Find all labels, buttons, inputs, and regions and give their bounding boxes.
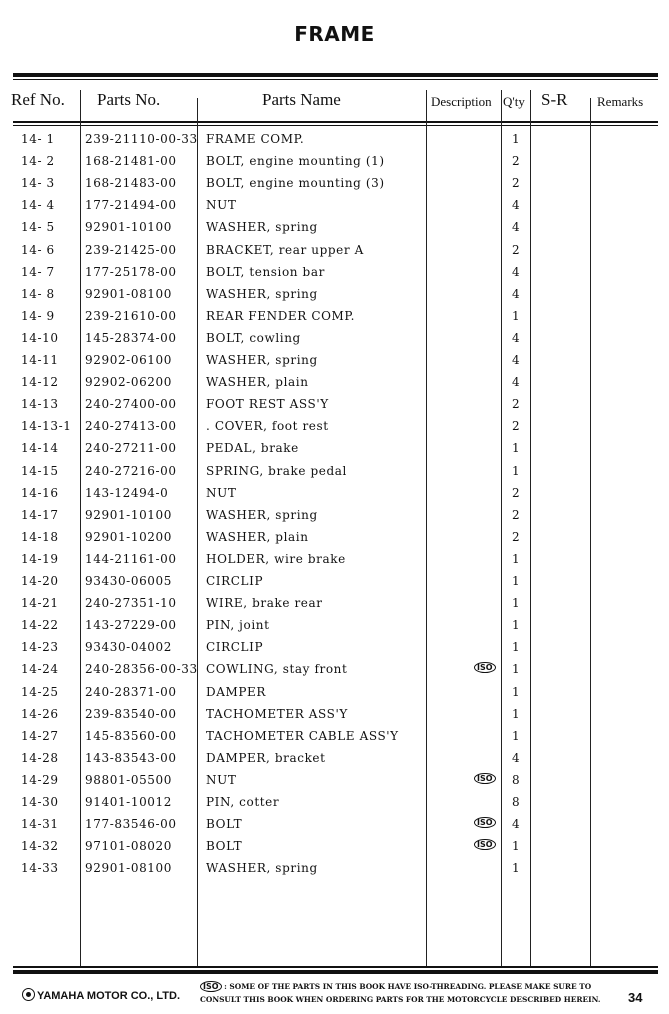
qty-cell: 1 [512, 463, 521, 478]
parts-name-cell: BOLT, tension bar [206, 264, 325, 279]
qty-cell: 1 [512, 684, 521, 699]
qty-cell: 1 [512, 618, 521, 633]
qty-cell: 2 [512, 529, 521, 544]
qty-cell: 1 [512, 308, 521, 323]
parts-no-cell: 239-83540-00 [85, 706, 177, 721]
table-row [0, 729, 669, 751]
parts-name-cell: FOOT REST ASS'Y [206, 397, 329, 412]
parts-name-cell: WASHER, spring [206, 220, 318, 235]
header-ref-no: Ref No. [11, 90, 65, 109]
table-row [0, 486, 669, 508]
parts-name-cell: CIRCLIP [206, 574, 264, 588]
parts-no-cell: 168-21481-00 [85, 154, 177, 169]
qty-cell: 4 [512, 330, 521, 345]
parts-name-cell: WASHER, plain [206, 529, 309, 544]
parts-no-cell: 92902-06200 [85, 375, 173, 390]
iso-badge-icon: ISO [474, 817, 496, 828]
qty-cell: 1 [512, 551, 521, 566]
table-row [0, 685, 669, 707]
ref-no-cell: 14-17 [21, 507, 59, 522]
header-qty: Q'ty [503, 94, 525, 109]
qty-cell: 2 [512, 507, 521, 522]
table-row [0, 552, 669, 574]
parts-name-cell: FRAME COMP. [206, 132, 305, 146]
parts-name-cell: BOLT, cowling [206, 330, 301, 345]
table-row [0, 574, 669, 596]
ref-no-cell: 14- 2 [21, 154, 55, 169]
table-row [0, 220, 669, 242]
parts-name-cell: DAMPER [206, 684, 267, 699]
parts-no-cell: 92901-10100 [85, 220, 173, 235]
ref-no-cell: 14-16 [21, 485, 59, 500]
qty-cell: 4 [512, 198, 521, 213]
header-top-thin-rule [13, 79, 658, 80]
parts-name-cell: NUT [206, 198, 237, 213]
parts-name-cell: SPRING, brake pedal [206, 463, 347, 478]
parts-name-cell: TACHOMETER CABLE ASS'Y [206, 728, 399, 743]
table-row [0, 331, 669, 353]
qty-cell: 2 [512, 176, 521, 191]
parts-no-cell: 92902-06100 [85, 353, 173, 367]
qty-cell: 4 [512, 817, 521, 832]
ref-no-cell: 14-20 [21, 574, 59, 588]
ref-no-cell: 14- 7 [21, 264, 55, 279]
iso-note-text-1: : SOME OF THE PARTS IN THIS BOOK HAVE ISO-THREADING. PLEASE MAKE SURE TO [224, 982, 592, 991]
parts-name-cell: WASHER, plain [206, 375, 309, 390]
parts-name-cell: PEDAL, brake [206, 441, 299, 456]
parts-no-cell: 145-28374-00 [85, 330, 177, 345]
table-row [0, 353, 669, 375]
ref-no-cell: 14-21 [21, 596, 59, 611]
ref-no-cell: 14-13 [21, 397, 59, 412]
page-number: 34 [628, 990, 643, 1005]
ref-no-cell: 14-12 [21, 375, 59, 390]
ref-no-cell: 14-33 [21, 861, 59, 876]
table-row [0, 265, 669, 287]
parts-name-cell: HOLDER, wire brake [206, 551, 346, 566]
table-row [0, 309, 669, 331]
qty-cell: 1 [512, 574, 521, 588]
table-row [0, 751, 669, 773]
ref-no-cell: 14-11 [21, 353, 59, 367]
parts-no-cell: 92901-08100 [85, 286, 173, 301]
parts-no-cell: 98801-05500 [85, 772, 173, 787]
qty-cell: 4 [512, 220, 521, 235]
table-row [0, 596, 669, 618]
ref-no-cell: 14-19 [21, 551, 59, 566]
ref-no-cell: 14- 8 [21, 286, 55, 301]
qty-cell: 1 [512, 662, 521, 677]
qty-cell: 4 [512, 750, 521, 765]
table-row [0, 419, 669, 441]
qty-cell: 1 [512, 706, 521, 721]
parts-no-cell: 168-21483-00 [85, 176, 177, 191]
footer-top-rule [13, 966, 658, 968]
parts-name-cell: BOLT [206, 817, 243, 832]
parts-no-cell: 93430-06005 [85, 574, 173, 588]
ref-no-cell: 14- 1 [21, 132, 55, 146]
table-row [0, 132, 669, 154]
iso-badge-icon: ISO [474, 662, 496, 673]
table-row [0, 287, 669, 309]
table-row [0, 662, 669, 684]
parts-no-cell: 239-21425-00 [85, 242, 177, 257]
table-row [0, 640, 669, 662]
ref-no-cell: 14-14 [21, 441, 59, 456]
iso-badge-icon: ISO [474, 773, 496, 784]
qty-cell: 1 [512, 640, 521, 655]
parts-name-cell: NUT [206, 485, 237, 500]
qty-cell: 1 [512, 839, 521, 854]
table-row [0, 773, 669, 795]
parts-no-cell: 239-21110-00-33 [85, 132, 198, 146]
ref-no-cell: 14-10 [21, 330, 59, 345]
ref-no-cell: 14-32 [21, 839, 59, 854]
ref-no-cell: 14- 6 [21, 242, 55, 257]
parts-no-cell: 143-27229-00 [85, 618, 177, 633]
header-bottom-rule [13, 121, 658, 123]
ref-no-cell: 14-18 [21, 529, 59, 544]
iso-badge-icon: ISO [474, 839, 496, 850]
iso-note [200, 980, 600, 1006]
parts-name-cell: REAR FENDER COMP. [206, 308, 356, 323]
table-row [0, 618, 669, 640]
parts-name-cell: . COVER, foot rest [206, 419, 329, 434]
iso-note-line-1 [200, 980, 600, 993]
parts-name-cell: BRACKET, rear upper A [206, 242, 364, 257]
parts-name-cell: BOLT, engine mounting (1) [206, 154, 385, 169]
ref-no-cell: 14- 4 [21, 198, 55, 213]
qty-cell: 2 [512, 485, 521, 500]
parts-no-cell: 240-27216-00 [85, 463, 177, 478]
ref-no-cell: 14- 3 [21, 176, 55, 191]
qty-cell: 2 [512, 154, 521, 169]
table-row [0, 530, 669, 552]
table-row [0, 198, 669, 220]
header-remarks: Remarks [597, 94, 644, 109]
table-row [0, 176, 669, 198]
qty-cell: 2 [512, 242, 521, 257]
parts-name-cell: CIRCLIP [206, 640, 264, 655]
ref-no-cell: 14-15 [21, 463, 59, 478]
company-logo [22, 988, 180, 1002]
parts-no-cell: 145-83560-00 [85, 728, 177, 743]
yamaha-logo-icon [22, 988, 35, 1001]
ref-no-cell: 14- 5 [21, 220, 55, 235]
qty-cell: 2 [512, 419, 521, 434]
parts-no-cell: 240-27211-00 [85, 441, 177, 456]
parts-name-cell: BOLT [206, 839, 243, 854]
parts-no-cell: 240-27351-10 [85, 596, 177, 611]
ref-no-cell: 14-30 [21, 795, 59, 809]
parts-no-cell: 240-27400-00 [85, 397, 177, 412]
table-row [0, 817, 669, 839]
ref-no-cell: 14-13-1 [21, 419, 72, 434]
parts-name-cell: TACHOMETER ASS'Y [206, 706, 348, 721]
header-sr: S-R [541, 90, 568, 109]
ref-no-cell: 14-22 [21, 618, 59, 633]
parts-name-cell: WIRE, brake rear [206, 596, 323, 611]
parts-no-cell: 240-27413-00 [85, 419, 177, 434]
company-name: YAMAHA MOTOR CO., LTD. [37, 990, 180, 1002]
table-row [0, 397, 669, 419]
parts-no-cell: 143-12494-0 [85, 485, 169, 500]
parts-no-cell: 91401-10012 [85, 795, 173, 809]
parts-name-cell: NUT [206, 772, 237, 787]
qty-cell: 8 [512, 795, 521, 809]
table-row [0, 795, 669, 817]
table-row [0, 441, 669, 463]
parts-no-cell: 239-21610-00 [85, 308, 177, 323]
iso-badge-icon: ISO [200, 981, 222, 992]
parts-no-cell: 97101-08020 [85, 839, 173, 854]
iso-note-line-2: CONSULT THIS BOOK WHEN ORDERING PARTS FOR THE MOTORCYCLE DESCRIBED HEREIN. [200, 995, 601, 1004]
qty-cell: 4 [512, 375, 521, 390]
ref-no-cell: 14-24 [21, 662, 59, 677]
parts-no-cell: 240-28356-00-33 [85, 662, 198, 677]
parts-no-cell: 240-28371-00 [85, 684, 177, 699]
table-row [0, 154, 669, 176]
parts-no-cell: 92901-10200 [85, 529, 173, 544]
ref-no-cell: 14-25 [21, 684, 59, 699]
qty-cell: 1 [512, 132, 521, 146]
header-bottom-thin-rule [13, 125, 658, 126]
ref-no-cell: 14-23 [21, 640, 59, 655]
parts-no-cell: 177-83546-00 [85, 817, 177, 832]
ref-no-cell: 14-28 [21, 750, 59, 765]
parts-no-cell: 93430-04002 [85, 640, 173, 655]
qty-cell: 4 [512, 286, 521, 301]
qty-cell: 4 [512, 353, 521, 367]
parts-name-cell: DAMPER, bracket [206, 750, 326, 765]
parts-no-cell: 177-25178-00 [85, 264, 177, 279]
header-parts-name: Parts Name [262, 90, 341, 109]
parts-name-cell: WASHER, spring [206, 353, 318, 367]
qty-cell: 1 [512, 441, 521, 456]
ref-no-cell: 14- 9 [21, 308, 55, 323]
parts-name-cell: BOLT, engine mounting (3) [206, 176, 385, 191]
parts-no-cell: 144-21161-00 [85, 551, 177, 566]
table-row [0, 243, 669, 265]
table-row [0, 375, 669, 397]
page-title: FRAME [294, 22, 375, 46]
table-row [0, 464, 669, 486]
ref-no-cell: 14-29 [21, 772, 59, 787]
qty-cell: 1 [512, 728, 521, 743]
header-parts-no: Parts No. [97, 90, 161, 109]
ref-no-cell: 14-26 [21, 706, 59, 721]
header-description: Description [431, 94, 492, 109]
table-row [0, 707, 669, 729]
parts-name-cell: WASHER, spring [206, 286, 318, 301]
parts-no-cell: 143-83543-00 [85, 750, 177, 765]
table-row [0, 861, 669, 883]
table-row [0, 508, 669, 530]
ref-no-cell: 14-27 [21, 728, 59, 743]
parts-name-cell: WASHER, spring [206, 861, 318, 876]
qty-cell: 1 [512, 596, 521, 611]
parts-name-cell: PIN, joint [206, 618, 270, 633]
ref-no-cell: 14-31 [21, 817, 59, 832]
qty-cell: 2 [512, 397, 521, 412]
parts-no-cell: 177-21494-00 [85, 198, 177, 213]
qty-cell: 8 [512, 772, 521, 787]
parts-name-cell: COWLING, stay front [206, 662, 348, 677]
parts-no-cell: 92901-08100 [85, 861, 173, 876]
footer-top-thick-rule [13, 970, 658, 974]
header-top-rule [13, 73, 658, 77]
parts-name-cell: WASHER, spring [206, 507, 318, 522]
table-row [0, 839, 669, 861]
parts-name-cell: PIN, cotter [206, 795, 280, 809]
qty-cell: 4 [512, 264, 521, 279]
qty-cell: 1 [512, 861, 521, 876]
parts-no-cell: 92901-10100 [85, 507, 173, 522]
